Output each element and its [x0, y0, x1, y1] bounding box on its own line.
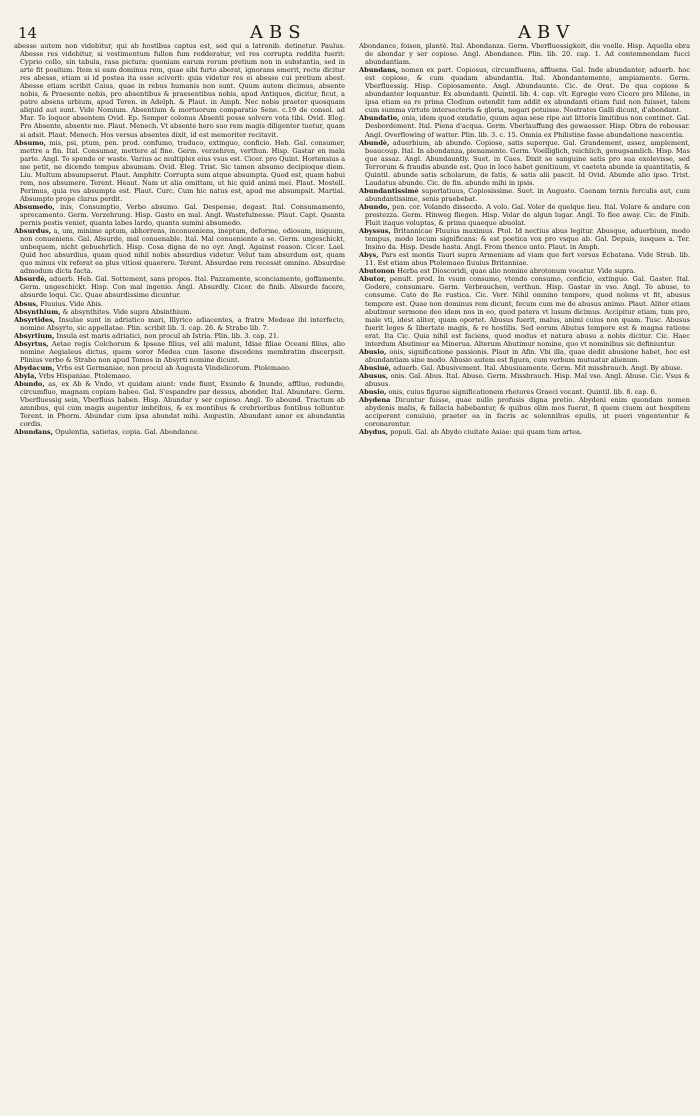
entry-text: Vrbs est Germaniae, non procul ab Augusta Vindelicorum. Ptolemaeo.: [56, 363, 291, 372]
entry-text: a, um, minime aptum, abhorrens, inconueniens, ineptum, deforme, odiosum, iniquum, non conueniens. Gal. Absurde, mal conuenable. Ital. Mal conueniente a se. Germ. ungeschickt, unbequem, nicht gebuehrlich. Hisp. Cosa digna de no oyr. Angl. Against reason. Cicer. Lael. Quid hoc absurdius, quam quod nihil nobis absurdius videtur. Velut tam absurdum est, quam quo minus vix referat ea plus vitiosi quaerere. Terent. Absurdae rem recessit omnino. Absurdae admodum dicta facta.: [20, 227, 345, 276]
entry-text: aduerb. Gal. Abusivement. Ital. Abusiuamente. Germ. Mit missbrauch. Angl. By abuse.: [393, 363, 683, 372]
dictionary-entry: [359, 275, 690, 347]
entry-text: pen. cor. Volando dissecdo. A volo. Gal. Voler de quelque lieu. Ital. Volare & andare con prestezza. Germ. Hinweg fliegen. Hisp. Volar de algun lugar. Angl. To flee away. Cic. de Finib. Fluit itaque voluptas, & prima quaeque abuolat.: [365, 202, 690, 228]
entry-text: abesse autem non videbitur, qui ab hostibus captus est, sed qui a latronib. detinetur. Paulus. Abesse res videbitur, si vestimentum fullon fum redderatur, vel res corrupta reddita fuerit: Cyprio collo, sin tabula, rasa pictura: quoniam earum rerum pretium non in substantia, sed in arte fit positum. Item si eam dominus rem, quae sibi furto aberat, ignorans emerit, recte dicitur res abesse, etiam si id postea ita esse sciverit: quia videtur res ei abesse cui pretium abest. Abesse etiam scribit Caius, quae in rebus humanis non sunt. Quum autem dicimus, absente nobis, & Praesente nobis, pro absentibus & praesentibus nobis, apud Antiquos, dicitur, ficut, a patre absens urbium, apud Teren. in Adelph. & Plaut. in Amph. Nec nobis praeter quosquam aliquid aut sunt. Vide Nomium. Absentium & mortuorum comparatio Sene. c.19 de consol. ad Mar. Te loquor absentem Ovid. Ep. Semper colonus Absenti posse solvere vota tibi. Ovid. Eleg. Pro Absente, absente me. Plaut. Menech. Vt absente hero suo rem magis diligenter tuetur, quam si adsit. Plaut. Menech. Hos versus absentes dixit, id est memoriter recitavit.: [14, 42, 345, 139]
entry-headword: Abundè,: [359, 138, 390, 147]
entry-text: mis, psi, ptum, pen. prod. confumo, traduco, extinguo, conficio. Heb. Gal. consumer, mettre a fin. Ital. Consumar, mettere al fine. Germ. verzehren, verthun. Hisp. Gastar en mala parte. Angl. To spende or waste. Varius ac multiplex eius vsus est. Cicer. pro Quint. Hortensius a me petit, ne dicendo tempus absumam. Ovid. Eleg. Trist. Sic tamen absumo decipioque diem. Liu. Multum absumpserat. Plaut. Amphitr. Corrupta sum atque absumpta. Quod est, quam habui rem, nos absumere. Terent. Heaut. Nam ut alia omittam, ut hic quid animi mei. Plaut. Mostell. Perimus, quia res absumpta est. Plaut. Curc. Cum hic natus est, apud me absumpsit. Martial. Absumpto prope clarus perdit.: [20, 138, 345, 203]
entry-text: aduerbium, ab abundo. Copiose, satis superque. Gal. Grandement, assez, amplement, beaucoup. Ital. In abondanza, pienamente. Germ. Voelliglich, reichlich, genugsamlich. Hisp. Mas que assaz. Angl. Abundauntly. Suet. in Caes. Dixit se sanguine satis pro sua exolevisse, sed Terrorum & fraudis abunde est. Quo in loco habet genitiuum, vt caeteta abunde ia quantitatis, & Quintil. abunde satis scholarum, de fatis, & satis alii pascit. Id Ovid. Abunde alio ipso. Trist. Laudatus abunde. Cic. de fin. abunde mihi in ipsis.: [365, 138, 690, 187]
dictionary-entry: [14, 203, 345, 227]
entry-headword: Abutor,: [359, 275, 387, 284]
entry-headword: Abundans,: [14, 428, 53, 437]
right-column: [359, 42, 690, 1106]
entry-headword: Absumedo,: [14, 202, 55, 211]
dictionary-entry: [359, 203, 690, 227]
entry-headword: Abydacum,: [14, 363, 55, 372]
entry-text: Dicuntur fuisse, quae nullo profusis digna pretio. Abydeni enim quondam nomen abydenis malis, & fallacia habebantur, & quibus olim mos fuerat, fi quem ciuem aut hospitem acciperent conuiuio, praeter ea in facris ac solennibus epulis, ut pueri vngententur & coronarentur.: [365, 396, 690, 429]
entry-text: onis, cuius figurae significationem rhetores Graeci vocant. Quintil. lib. 8. cap. 6.: [388, 388, 657, 397]
entry-headword: Abydus,: [359, 428, 388, 437]
entry-text: onis. Gal. Abus. Ital. Abuso. Germ. Missbrauch. Hisp. Mal vso. Angl. Abuse. Cic. Vsus & abusus.: [365, 371, 690, 388]
entry-text: Aetae regis Colchorum & Ipseae filius, vel alii malunt, Idiae filiae Oceani filius, alio nomine Aegialeus dictus, quem soror Medea cum Iasone discedens membratim discerpsit. Plinius verbo & Strabo non apud Tomos in Absyrti nomine dicunt.: [20, 339, 345, 364]
entry-headword: Absurdè,: [14, 275, 47, 284]
entry-text: penult. prod. In vsum consumo, vtendo consumo, conficio, extinguo. Gal. Gaster. Ital. Godere, consumare. Germ. Verbrauchen, verthun. Hisp. Gastar in vso. Angl. To abuse, to consume. Cato de Re rustica. Cic. Verr. Nihil omnino tempore, quod nolens vt fit, abusus tempore est. Quae non dominus rem dicunt, fecum cum me de abusus animo. Plaut. Aliter etiam abutimur sermone deo idem nos in eo, quod patera vt lusum dicimus. Accipitur etiam, tum pro, male vti, idest aliter, quam oportet. Abusus fuerit, malus, animi cuius non quam. Tusc. Abusus fuerit leges & libertate magis, & re hostilis. Sed eorum Abutus tempore est & magna ratione erat. Ita Cic. Quia nihil est faciens, quod modus et natura abusu a nobis dicitur. Cic. Haec interdum Abutimur ea Minerua. Alterum Abutimur nomine, quo vt nominibus sic definiuntur.: [365, 275, 690, 348]
dictionary-entry: [359, 227, 690, 251]
entry-text: Abondance, foison, planté. Ital. Abondanza. Germ. Vberfluessigkeit, die voelle. Hisp. Aquella obra de abondar y ser copioso. Angl. Abondance. Plin. lib. 20. cap. 1. Ad contemnendam fucci abundantiam.: [359, 42, 690, 67]
dictionary-entry: [359, 251, 690, 267]
dictionary-entry: [359, 372, 690, 388]
dictionary-entry: [359, 388, 690, 396]
entry-headword: Absyrtides,: [14, 315, 56, 324]
entry-text: superlatiuus, Copiosissime. Suet. in Augusto. Caenam ternis ferculis aut, cum abundantissime, senis praebebat.: [365, 186, 690, 203]
entry-headword: Absynthium,: [14, 307, 61, 316]
entry-headword: Abutonon: [359, 267, 395, 276]
entry-text: Herba est Dioscoridi, quae alio nomine abrotonum vocatur. Vide supra.: [397, 267, 636, 276]
dictionary-entry: [359, 139, 690, 187]
dictionary-entry: [359, 187, 690, 203]
left-column: [14, 42, 345, 1106]
dictionary-entry: [359, 396, 690, 428]
dictionary-entry: [14, 372, 345, 380]
entry-headword: Abusiuè,: [359, 363, 392, 372]
dictionary-entry: [14, 340, 345, 364]
entry-text: onis, significatione passionis. Plaut in Afin. Vbi illa, quae dedit abusione habet, hoc est abundantiam sine modo. Abusio autem est figura, cum verbum mutuatur alienum.: [365, 347, 690, 364]
dictionary-entry: [14, 275, 345, 299]
entry-text: as, ex Ab & Vndo, vt quidam aiunt: vnde fiunt, Exundo & Inundo, afflluo, redundo, circumfluo, magnam copiam habeo. Gal. S'espandre par dessus, abonder. Ital. Abundare. Germ. Vberfluessig sein, Vberfluss haben. Hisp. Abundar y ser copioso. Angl. To abound. Tractum ab amnibus, qui cum magis augentur imbribus, & ex montibus & crebrioribus fontibus tolluntur. Terent. in Phorm. Abundar cum ipsa abundat mihi. Augustin. Abundant amor ex abundantia cordis.: [20, 379, 345, 429]
entry-headword: Absyrtium,: [14, 331, 55, 340]
dictionary-entry: [359, 348, 690, 364]
dictionary-entry: [14, 316, 345, 332]
entry-text: onis, idem quod exudatio, quum aqua sese ripe aut littoris limitibus non continet. Gal. Desbordement. Ital. Piena d'acqua. Germ. Vberlauffung des gewaesser. Hisp. Obra de rebossar. Angl. Overflowing of watter. Plin. lib. 3. c. 15. Omnia ex Philistine fasse abundatione nascentia.: [365, 114, 690, 139]
dictionary-entry: [359, 267, 690, 275]
dictionary-entry: [14, 227, 345, 275]
entry-headword: Absus,: [14, 299, 39, 308]
entry-headword: Abyssus,: [359, 227, 391, 236]
left-running-head: ABS: [250, 22, 307, 43]
entry-headword: Abundatio,: [359, 114, 400, 123]
dictionary-entry: [14, 380, 345, 428]
dictionary-entry: [14, 42, 345, 139]
entry-text: inis, Consumptio, Verbo absumo. Gal. Despense, degast. Ital. Consumamento, sprecamento. Germ. Verzehrung. Hisp. Gasto en mal. Angl. Wastefulnesse. Plaut. Capt. Quanta pernis pestis veniet, quanta labes lardo, quanta sumini absumedo.: [20, 202, 345, 228]
entry-headword: Abusus,: [359, 371, 389, 380]
entry-headword: Abundo,: [14, 379, 45, 388]
entry-text: Pars est montis Tauri supra Armeniam ad viam que fert versus Ecbatana. Vide Strab. lib. 11. Est etiam abus Ptolemaeo fluuius Britanniae.: [365, 251, 690, 268]
dictionary-entry: [359, 114, 690, 138]
entry-text: Britannicae Fluuius maximus. Ptol. Id nectius abus legitur. Abusque, aduerbium, modo tempus, modo locum significans: & est poetica vox pro vsque ab. Gal. Depuis, iusques a. Ter. Insino da. Hisp. Desde hasta. Angl. From thence unto. Plaut. in Amph.: [365, 227, 690, 252]
dictionary-entry: [359, 428, 690, 436]
entry-text: nomen ex part. Copiosus, circumfluens, affluens. Gal. Inde abundanter, aduerb. hoc est copiose, & cum quadam abundantia. Ital. Abondantemente, ampiamente. Germ. Vberfluessig. Hisp. Copiosamente. Angl. Abundaunte. Cic. de Orat. De qua copiose & abundanter loquantur. Ex abundanti. Quintil. lib. 4. cap. vlt. Egregie vero Cicero pro Milone, in ipsa etiam ea re prima Clodium ostendit tam addit ex abundanti etiam fuid non fuisset, talem cum summa virtute intersectoris & gloria, negari potuisse. Nostrates Galli dicunt, d'abondant.: [365, 66, 690, 115]
entry-headword: Abydena: [359, 396, 391, 405]
entry-headword: Abys,: [359, 251, 379, 260]
dictionary-entry: [14, 139, 345, 203]
dictionary-entry: [14, 364, 345, 372]
right-running-head: ABV: [518, 22, 576, 43]
entry-text: & absynthites. Vide supra Absinthium.: [62, 307, 192, 316]
entry-headword: Abundans,: [359, 66, 398, 75]
entry-headword: Abundo,: [359, 202, 390, 211]
entry-text: Insula est maris adriatici, non procul ab Istria. Plin. lib. 3. cap. 21.: [56, 331, 280, 340]
entry-text: Opulentia, satietas, copia. Gal. Abondance.: [55, 428, 200, 437]
entry-text: populi. Gal. ab Abydo ciuitate Asiae: qui quam tum artea.: [390, 428, 583, 437]
entry-headword: Abusio,: [359, 388, 387, 397]
dictionary-entry: [14, 428, 345, 436]
text-columns: [14, 42, 690, 1106]
entry-headword: Absurdus,: [14, 227, 52, 236]
entry-text: Fluuius. Vide Abis.: [40, 299, 104, 308]
dictionary-entry: [14, 308, 345, 316]
entry-headword: Absyrtus,: [14, 339, 49, 348]
entry-headword: Abyla,: [14, 371, 37, 380]
entry-text: Vrbs Hispaniae. Ptolemaeo.: [38, 371, 132, 380]
dictionary-entry: [359, 364, 690, 372]
entry-headword: Absumo,: [14, 138, 46, 147]
entry-text: aduerb. Heb. Gal. Sottement, sans propos. Ital. Pazzamente, sconciamente, goffamente. Germ. ungeschickt. Hisp. Con mal ingenio. Angl. Absurdly. Cicer. de finib. Absurde facere, absurde loqui. Cic. Quae absurdissime dicuntur.: [20, 275, 345, 300]
dictionary-entry: [14, 332, 345, 340]
entry-headword: Abusio,: [359, 347, 387, 356]
page-number: 14: [18, 24, 38, 42]
running-header: [12, 14, 690, 44]
dictionary-entry: [14, 300, 345, 308]
dictionary-entry: [359, 66, 690, 114]
dictionary-entry: [359, 42, 690, 66]
entry-headword: Abundantissimè: [359, 186, 419, 195]
entry-text: Insulae sunt in adriatico mari, Illyrico adiacentes, a fratre Medeae ibi interfecto, nomine Absyrto, sic appellatae. Plin. scribit lib. 3. cap. 26. & Strabo lib. 7.: [20, 315, 345, 332]
